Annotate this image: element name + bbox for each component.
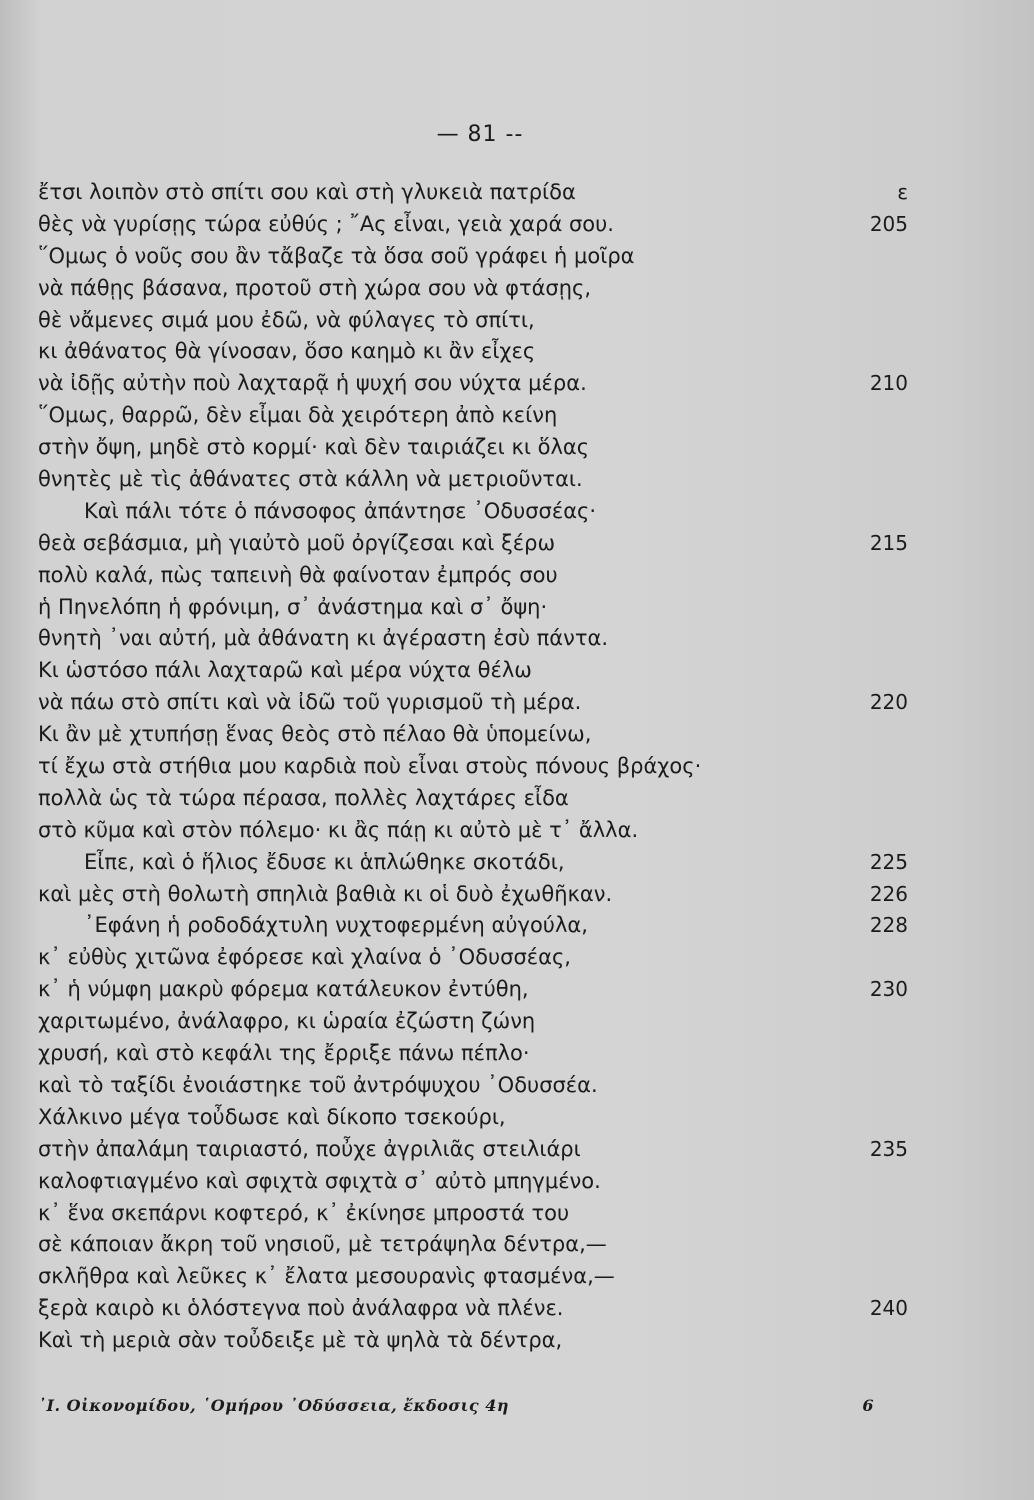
verse-line bbox=[38, 1037, 918, 1069]
verse-line bbox=[38, 176, 918, 208]
verse-line bbox=[38, 1228, 918, 1260]
verse-text: ἡ Πηνελόπη ἡ φρόνιμη, σ᾿ ἀνάστημα καὶ σ᾿ ὄψη· bbox=[38, 594, 548, 619]
verse-text: στὴν ὄψη, μηδὲ στὸ κορμί· καὶ δὲν ταιριάζει κι ὅλας bbox=[38, 435, 590, 460]
verse-text: στὸ κῦμα καὶ στὸν πόλεμο· κι ἂς πάῃ κι αὐτὸ μὲ τ᾿ ἄλλα. bbox=[38, 817, 639, 842]
line-number: 230 bbox=[869, 977, 908, 1002]
verse-line bbox=[38, 495, 918, 527]
verse-text: πολὺ καλά, πὼς ταπεινὴ θὰ φαίνοταν ἐμπρός σου bbox=[38, 562, 558, 587]
verse-line bbox=[38, 654, 918, 686]
verse-line bbox=[38, 431, 918, 463]
verse-line bbox=[38, 367, 918, 399]
verse-text: καλοφτιαγμένο καὶ σφιχτὰ σφιχτὰ σ᾿ αὐτὸ μπηγμένο. bbox=[38, 1168, 601, 1193]
verse-text: σκλῆθρα καὶ λεῦκες κ᾿ ἔλατα μεσουρανὶς φτασμένα,— bbox=[38, 1264, 615, 1289]
verse-text: καὶ μὲς στὴ θολωτὴ σπηλιὰ βαθιὰ κι οἱ δυὸ ἐχωθῆκαν. bbox=[38, 881, 613, 906]
verse-text: τί ἔχω στὰ στήθια μου καρδιὰ ποὺ εἶναι στοὺς πόνους βράχος· bbox=[38, 754, 702, 779]
verse-line bbox=[38, 941, 918, 973]
verse-line bbox=[38, 750, 918, 782]
verse-text: ῞Ομως ὁ νοῦς σου ἂν τἄβαζε τὰ ὅσα σοῦ γράφει ἡ μοῖρα bbox=[38, 243, 635, 268]
verse-line bbox=[38, 559, 918, 591]
verse-text: νὰ ἰδῇς αὐτὴν ποὺ λαχταρᾷ ἡ ψυχή σου νύχτα μέρα. bbox=[38, 371, 587, 396]
verse-line bbox=[38, 527, 918, 559]
verse-line bbox=[38, 463, 918, 495]
page-footer bbox=[38, 1396, 874, 1415]
footer-citation: ᾿Ι. Οἰκονομίδου, ῾Ομήρου ᾿Οδύσσεια, ἔκδοσις 4η bbox=[38, 1396, 509, 1415]
line-number: 225 bbox=[869, 849, 908, 874]
verse-text: θὲς νὰ γυρίσῃς τώρα εὐθύς ; ῎Ας εἶναι, γειὰ χαρά σου. bbox=[38, 211, 614, 236]
verse-text: καὶ τὸ ταξίδι ἐνοιάστηκε τοῦ ἀντρόψυχου ᾿Οδυσσέα. bbox=[38, 1072, 598, 1097]
verse-line bbox=[38, 718, 918, 750]
verse-text: χαριτωμένο, ἀνάλαφρο, κι ὡραία ἐζώστη ζώνη bbox=[38, 1009, 536, 1034]
verse-text: Κι ὡστόσο πάλι λαχταρῶ καὶ μέρα νύχτα θέλω bbox=[38, 658, 532, 683]
verse-line bbox=[38, 622, 918, 654]
line-number: 220 bbox=[869, 690, 908, 715]
verse-line bbox=[38, 1260, 918, 1292]
verse-text: κι ἀθάνατος θὰ γίνοσαν, ὅσο καημὸ κι ἂν εἶχες bbox=[38, 339, 536, 364]
verse-line bbox=[38, 335, 918, 367]
verse-text: θνητὴ ᾿ναι αὐτή, μὰ ἀθάνατη κι ἀγέραστη ἐσὺ πάντα. bbox=[38, 626, 609, 651]
verse-line bbox=[38, 1069, 918, 1101]
verse-line bbox=[38, 686, 918, 718]
verse-block bbox=[38, 176, 918, 1356]
verse-text: ἔτσι λοιπὸν στὸ σπίτι σου καὶ στὴ γλυκειὰ πατρίδα bbox=[38, 180, 576, 204]
verse-line bbox=[38, 814, 918, 846]
verse-line bbox=[38, 909, 918, 941]
verse-text: κ᾿ ἕνα σκεπάρνι κοφτερό, κ᾿ ἐκίνησε μπροστά του bbox=[38, 1200, 570, 1225]
verse-text: κ᾿ εὐθὺς χιτῶνα ἐφόρεσε καὶ χλαίνα ὁ ᾿Οδυσσέας, bbox=[38, 945, 571, 970]
verse-text: σὲ κάποιαν ἄκρη τοῦ νησιοῦ, μὲ τετράψηλα δέντρα,— bbox=[38, 1232, 607, 1257]
verse-text: ξερὰ καιρὸ κι ὁλόστεγνα ποὺ ἀνάλαφρα νὰ πλένε. bbox=[38, 1296, 564, 1321]
verse-text: χρυσή, καὶ στὸ κεφάλι της ἔρριξε πάνω πέπλο· bbox=[38, 1041, 530, 1066]
line-number: 205 bbox=[869, 211, 908, 236]
verse-text: ῞Ομως, θαρρῶ, δὲν εἶμαι δὰ χειρότερη ἀπὸ κείνη bbox=[38, 403, 558, 428]
verse-text: Κι ἂν μὲ χτυπήσῃ ἕνας θεὸς στὸ πέλαο θὰ ὑπομείνω, bbox=[38, 722, 592, 747]
verse-text: Εἶπε, καὶ ὁ ἥλιος ἔδυσε κι ἁπλώθηκε σκοτάδι, bbox=[84, 849, 565, 874]
verse-text: κ᾿ ἡ νύμφη μακρὺ φόρεμα κατάλευκον ἐντύθη, bbox=[38, 977, 529, 1002]
line-number: 228 bbox=[869, 913, 908, 938]
verse-line bbox=[38, 973, 918, 1005]
verse-text: στὴν ἀπαλάμη ταιριαστό, ποὖχε ἀγριλιᾶς στειλιάρι bbox=[38, 1136, 581, 1161]
verse-line bbox=[38, 846, 918, 878]
verse-text: Χάλκινο μέγα τοὖδωσε καὶ δίκοπο τσεκούρι, bbox=[38, 1104, 506, 1129]
verse-line bbox=[38, 591, 918, 623]
verse-line bbox=[38, 1197, 918, 1229]
line-number: ε bbox=[897, 180, 908, 204]
page-number: — 81 -- bbox=[436, 122, 524, 147]
sheet-signature: 6 bbox=[862, 1396, 874, 1415]
verse-line bbox=[38, 1292, 918, 1324]
verse-line bbox=[38, 1165, 918, 1197]
verse-text: νὰ πάθῃς βάσανα, προτοῦ στὴ χώρα σου νὰ φτάσῃς, bbox=[38, 275, 592, 300]
verse-line bbox=[38, 272, 918, 304]
line-number: 215 bbox=[869, 530, 908, 555]
verse-line bbox=[38, 399, 918, 431]
verse-line bbox=[38, 1133, 918, 1165]
verse-line bbox=[38, 878, 918, 910]
verse-line bbox=[38, 782, 918, 814]
verse-text: θὲ νἄμενες σιμά μου ἐδῶ, νὰ φύλαγες τὸ σπίτι, bbox=[38, 307, 535, 332]
verse-line bbox=[38, 208, 918, 240]
verse-text: Καὶ πάλι τότε ὁ πάνσοφος ἀπάντησε ᾿Οδυσσέας· bbox=[84, 498, 597, 523]
verse-text: ᾿Εφάνη ἡ ροδοδάχτυλη νυχτοφερμένη αὐγούλα, bbox=[84, 913, 588, 938]
verse-line bbox=[38, 1101, 918, 1133]
verse-text: θνητὲς μὲ τὶς ἀθάνατες στὰ κάλλη νὰ μετριοῦνται. bbox=[38, 467, 583, 492]
line-number: 240 bbox=[869, 1296, 908, 1321]
verse-line bbox=[38, 240, 918, 272]
line-number: 226 bbox=[869, 881, 908, 906]
verse-line bbox=[38, 1005, 918, 1037]
line-number: 210 bbox=[869, 371, 908, 396]
verse-text: νὰ πάω στὸ σπίτι καὶ νὰ ἰδῶ τοῦ γυρισμοῦ τὴ μέρα. bbox=[38, 690, 582, 715]
verse-text: Καὶ τὴ μεριὰ σὰν τοὖδειξε μὲ τὰ ψηλὰ τὰ δέντρα, bbox=[38, 1328, 563, 1353]
verse-line bbox=[38, 1324, 918, 1356]
verse-line bbox=[38, 304, 918, 336]
line-number: 235 bbox=[869, 1136, 908, 1161]
verse-text: πολλὰ ὡς τὰ τώρα πέρασα, πολλὲς λαχτάρες εἶδα bbox=[38, 785, 569, 810]
verse-text: θεὰ σεβάσμια, μὴ γιαὐτὸ μοῦ ὀργίζεσαι καὶ ξέρω bbox=[38, 530, 556, 555]
